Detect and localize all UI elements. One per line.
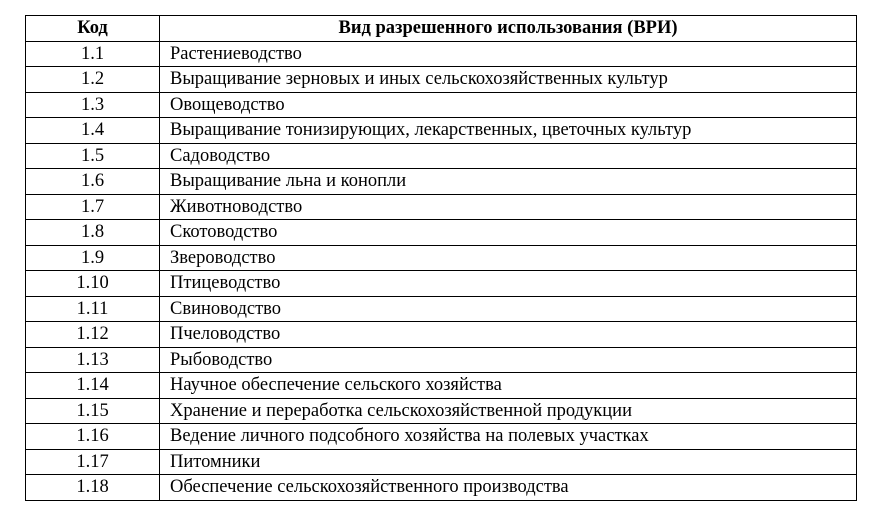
row-code: 1.18 xyxy=(26,475,160,501)
row-code: 1.17 xyxy=(26,449,160,475)
row-name: Рыбоводство xyxy=(160,347,857,373)
table-row xyxy=(26,169,857,195)
table-row xyxy=(26,424,857,450)
row-code: 1.14 xyxy=(26,373,160,399)
row-name: Ведение личного подсобного хозяйства на полевых участках xyxy=(160,424,857,450)
header-row xyxy=(26,16,857,42)
row-name: Обеспечение сельскохозяйственного производства xyxy=(160,475,857,501)
row-code: 1.4 xyxy=(26,118,160,144)
table-row xyxy=(26,194,857,220)
table-row xyxy=(26,143,857,169)
table-row xyxy=(26,245,857,271)
row-code: 1.2 xyxy=(26,67,160,93)
row-code: 1.3 xyxy=(26,92,160,118)
table-body xyxy=(26,41,857,500)
row-name: Питомники xyxy=(160,449,857,475)
vri-table xyxy=(25,15,857,501)
table-row xyxy=(26,271,857,297)
row-code: 1.11 xyxy=(26,296,160,322)
row-code: 1.9 xyxy=(26,245,160,271)
row-code: 1.12 xyxy=(26,322,160,348)
table-row xyxy=(26,41,857,67)
row-code: 1.16 xyxy=(26,424,160,450)
row-name: Овощеводство xyxy=(160,92,857,118)
row-name: Скотоводство xyxy=(160,220,857,246)
row-name: Птицеводство xyxy=(160,271,857,297)
table-row xyxy=(26,398,857,424)
row-name: Пчеловодство xyxy=(160,322,857,348)
table-header xyxy=(26,16,857,42)
row-name: Хранение и переработка сельскохозяйственной продукции xyxy=(160,398,857,424)
row-name: Животноводство xyxy=(160,194,857,220)
row-name: Выращивание зерновых и иных сельскохозяйственных культур xyxy=(160,67,857,93)
row-name: Растениеводство xyxy=(160,41,857,67)
row-name: Звероводство xyxy=(160,245,857,271)
table-row xyxy=(26,296,857,322)
table-row xyxy=(26,475,857,501)
table-row xyxy=(26,118,857,144)
header-code: Код xyxy=(26,16,160,42)
row-name: Выращивание тонизирующих, лекарственных, цветочных культур xyxy=(160,118,857,144)
table-row xyxy=(26,347,857,373)
row-name: Выращивание льна и конопли xyxy=(160,169,857,195)
row-code: 1.1 xyxy=(26,41,160,67)
row-name: Научное обеспечение сельского хозяйства xyxy=(160,373,857,399)
row-code: 1.6 xyxy=(26,169,160,195)
table-row xyxy=(26,322,857,348)
table-row xyxy=(26,67,857,93)
header-name: Вид разрешенного использования (ВРИ) xyxy=(160,16,857,42)
table-row xyxy=(26,449,857,475)
row-code: 1.5 xyxy=(26,143,160,169)
row-name: Садоводство xyxy=(160,143,857,169)
row-code: 1.10 xyxy=(26,271,160,297)
table-row xyxy=(26,373,857,399)
row-code: 1.8 xyxy=(26,220,160,246)
row-code: 1.15 xyxy=(26,398,160,424)
table-row xyxy=(26,220,857,246)
table-row xyxy=(26,92,857,118)
row-code: 1.13 xyxy=(26,347,160,373)
row-code: 1.7 xyxy=(26,194,160,220)
row-name: Свиноводство xyxy=(160,296,857,322)
